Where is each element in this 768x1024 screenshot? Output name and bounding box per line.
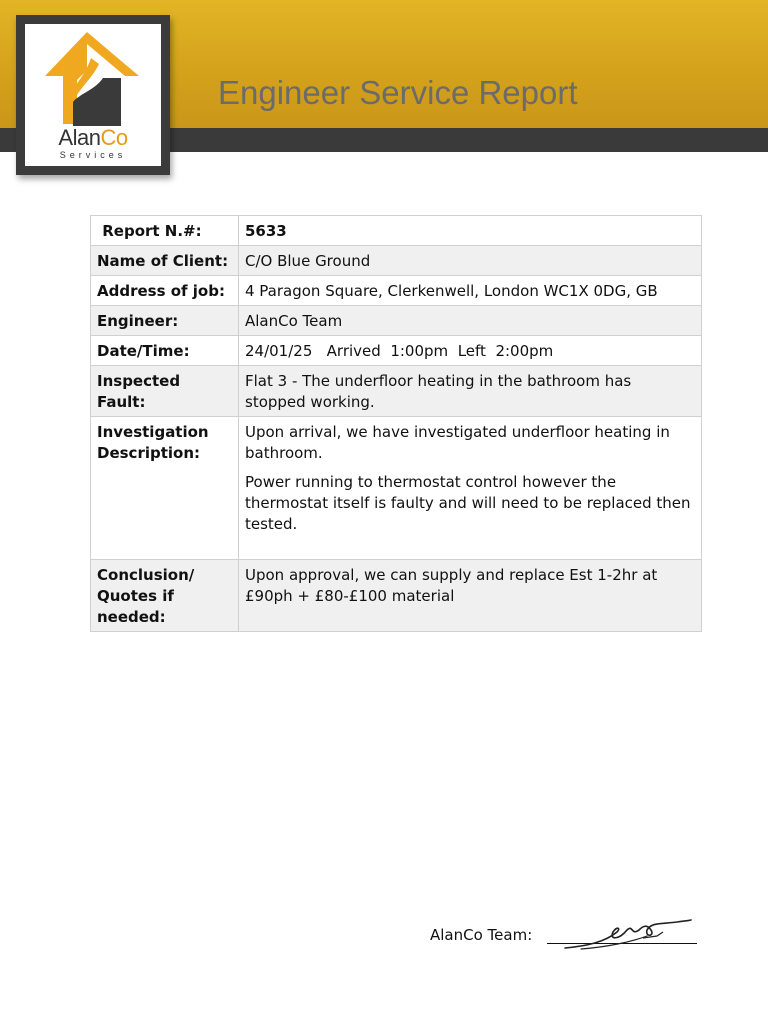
page-title: Engineer Service Report bbox=[218, 74, 578, 111]
table-row bbox=[91, 246, 702, 276]
row-label: Report N.#: bbox=[91, 216, 239, 246]
logo-subtitle: Services bbox=[59, 150, 127, 160]
logo-wordmark-alan: Alan bbox=[58, 125, 101, 150]
signature-block bbox=[430, 916, 700, 956]
investigation-paragraph: Upon arrival, we have investigated underfloor heating in bathroom. bbox=[245, 423, 670, 462]
row-label: Inspected Fault: bbox=[91, 366, 239, 417]
row-label: Conclusion/ Quotes if needed: bbox=[91, 560, 239, 632]
table-row bbox=[91, 560, 702, 632]
row-label: Name of Client: bbox=[91, 246, 239, 276]
row-label: Engineer: bbox=[91, 306, 239, 336]
row-label: Date/Time: bbox=[91, 336, 239, 366]
row-label: Address of job: bbox=[91, 276, 239, 306]
logo-panel bbox=[25, 24, 161, 166]
client-name: C/O Blue Ground bbox=[239, 246, 702, 276]
logo-wordmark-co: Co bbox=[100, 125, 128, 150]
table-row bbox=[91, 417, 702, 560]
investigation-paragraph: Power running to thermostat control however the thermostat itself is faulty and will need to be replaced then tested. bbox=[245, 473, 691, 533]
signature-label: AlanCo Team: bbox=[430, 926, 533, 944]
investigation-description bbox=[239, 417, 702, 560]
table-row bbox=[91, 366, 702, 417]
table-row bbox=[91, 336, 702, 366]
table-row bbox=[91, 276, 702, 306]
engineer-name: AlanCo Team bbox=[239, 306, 702, 336]
table-row bbox=[91, 306, 702, 336]
report-number: 5633 bbox=[239, 216, 702, 246]
logo-wordmark bbox=[25, 125, 161, 151]
job-address: 4 Paragon Square, Clerkenwell, London WC1X 0DG, GB bbox=[239, 276, 702, 306]
table-row bbox=[91, 216, 702, 246]
report-table bbox=[90, 215, 702, 632]
date-time: 24/01/25 Arrived 1:00pm Left 2:00pm bbox=[239, 336, 702, 366]
inspected-fault: Flat 3 - The underfloor heating in the bathroom has stopped working. bbox=[239, 366, 702, 417]
row-label: Investigation Description: bbox=[91, 417, 239, 560]
signature-scribble-icon bbox=[547, 916, 697, 956]
company-logo bbox=[16, 15, 170, 175]
conclusion-quote: Upon approval, we can supply and replace Est 1-2hr at £90ph + £80-£100 material bbox=[239, 560, 702, 632]
